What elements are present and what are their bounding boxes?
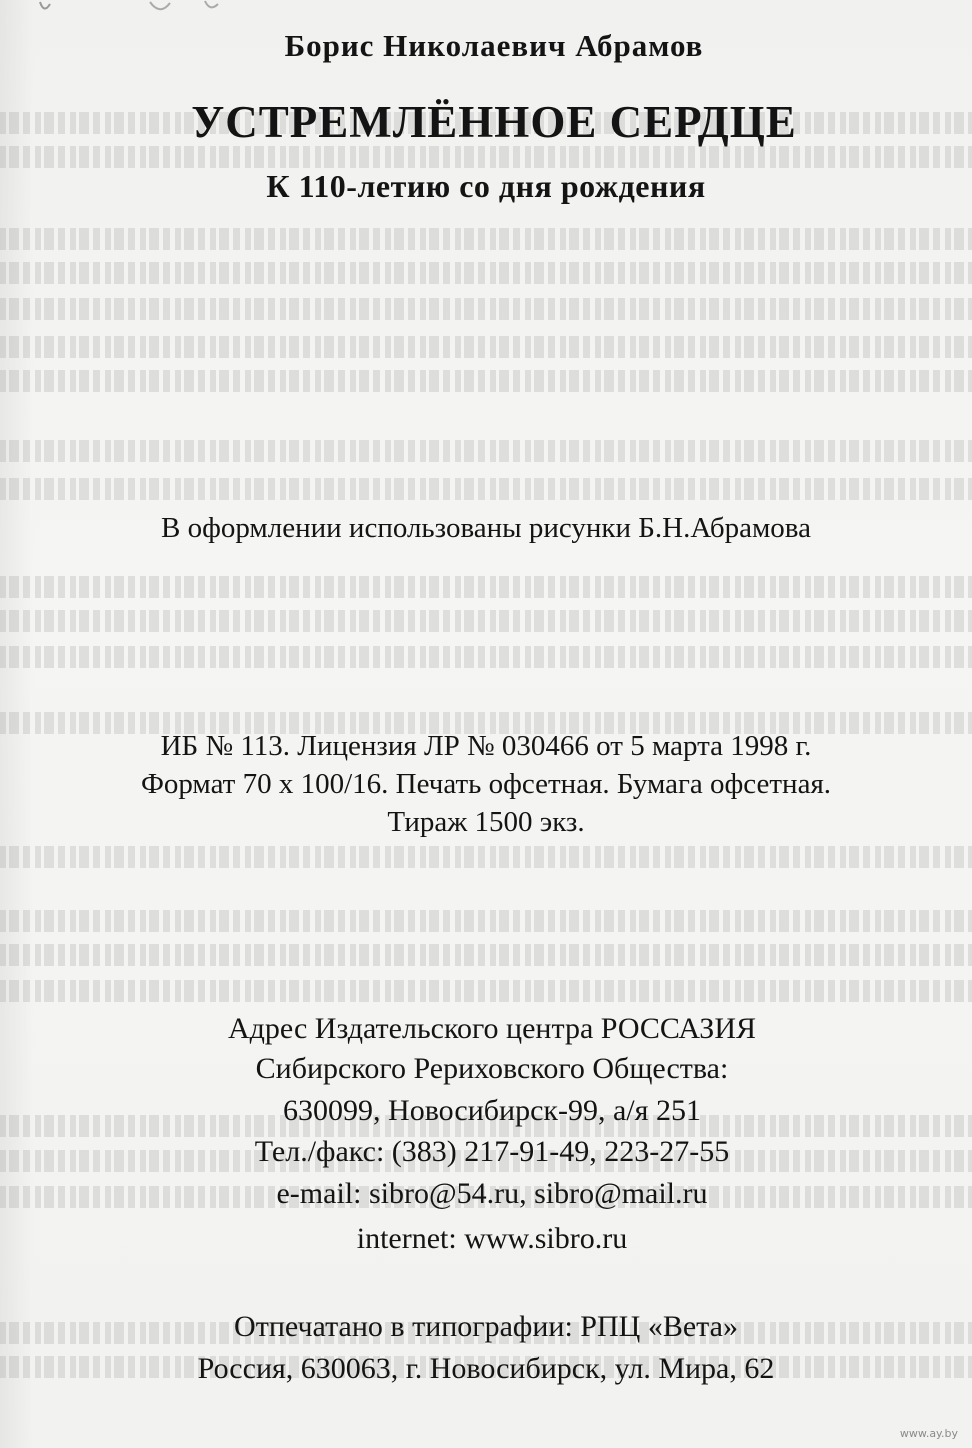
show-through-line [0, 980, 972, 1002]
book-title: УСТРЕМЛЁННОЕ СЕРДЦЕ [191, 97, 797, 147]
publisher-phone: Тел./факс: (383) 217-91-49, 223-27-55 [254, 1135, 730, 1168]
book-author: Борис Николаевич Абрамов [284, 28, 704, 63]
show-through-line [0, 646, 972, 668]
publisher-name: Адрес Издательского центра РОССАЗИЯ [227, 1012, 757, 1045]
publisher-org: Сибирского Рериховского Общества: [255, 1052, 729, 1085]
show-through-line [0, 262, 972, 284]
format-line: Формат 70 х 100/16. Печать офсетная. Бумага офсетная. [140, 768, 832, 800]
show-through-line [0, 440, 972, 462]
show-through-line [0, 610, 972, 632]
publisher-email: e-mail: sibro@54.ru, sibro@mail.ru [276, 1177, 708, 1210]
license-line: ИБ № 113. Лицензия ЛР № 030466 от 5 марта 1998 г. [160, 730, 812, 762]
show-through-line [0, 846, 972, 868]
publisher-website: internet: www.sibro.ru [356, 1222, 628, 1255]
pencil-mark-icon [30, 0, 250, 20]
circulation-line: Тираж 1500 экз. [387, 806, 585, 838]
publisher-address: 630099, Новосибирск-99, а/я 251 [283, 1094, 701, 1127]
printing-house: Отпечатано в типографии: РПЦ «Вета» [234, 1310, 738, 1343]
show-through-line [0, 336, 972, 358]
show-through-line [0, 576, 972, 598]
illustrations-credit: В оформлении использованы рисунки Б.Н.Абрамова [160, 512, 811, 544]
site-watermark: www.ay.by [899, 1427, 958, 1440]
show-through-line [0, 146, 972, 168]
show-through-line [0, 910, 972, 932]
show-through-line [0, 228, 972, 250]
book-subtitle: К 110-летию со дня рождения [266, 168, 706, 204]
show-through-line [0, 370, 972, 392]
printing-address: Россия, 630063, г. Новосибирск, ул. Мира, 62 [197, 1352, 775, 1385]
show-through-line [0, 944, 972, 966]
show-through-line [0, 298, 972, 320]
show-through-line [0, 478, 972, 500]
